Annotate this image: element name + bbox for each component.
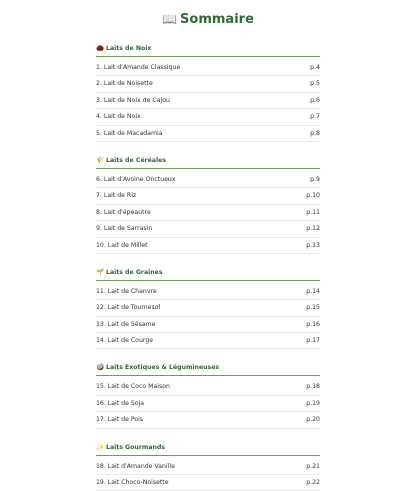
- toc-entry[interactable]: [96, 221, 320, 237]
- toc-entry-label: 10. Lait de Millet: [96, 241, 148, 249]
- toc-entry-label: 18. Lait d'Amande Vanille: [96, 462, 175, 470]
- toc-entry-page: p.6: [310, 96, 320, 104]
- toc-section: [96, 355, 320, 434]
- toc-entry-label: 7. Lait de Riz: [96, 192, 137, 200]
- table-of-contents: [96, 36, 320, 491]
- section-heading: [96, 148, 320, 168]
- toc-section: [96, 36, 320, 148]
- toc-entry-label: 15. Lait de Coco Maison: [96, 383, 170, 391]
- toc-entry[interactable]: [96, 396, 320, 412]
- section-heading: [96, 36, 320, 56]
- toc-entry-label: 14. Lait de Courge: [96, 337, 154, 345]
- toc-entry-label: 3. Lait de Noix de Cajou: [96, 96, 170, 104]
- toc-entry[interactable]: [96, 172, 320, 188]
- toc-entry[interactable]: [96, 238, 320, 254]
- toc-entry-page: p.15: [306, 304, 320, 312]
- toc-entry-label: 6. Lait d'Avoine Onctueux: [96, 175, 176, 183]
- sparkle-icon: ✨: [96, 442, 105, 451]
- toc-entry-page: p.7: [310, 113, 320, 121]
- section-heading-label: Laits Exotiques & Légumineuses: [106, 364, 220, 372]
- toc-entry-page: p.5: [310, 80, 320, 88]
- section-heading: [96, 260, 320, 280]
- section-heading-label: Laits de Céréales: [106, 156, 166, 164]
- toc-entry-label: 9. Lait de Sarrasin: [96, 225, 153, 233]
- toc-entry-label: 5. Lait de Macadamia: [96, 129, 163, 137]
- toc-section: [96, 260, 320, 356]
- toc-entry[interactable]: [96, 284, 320, 300]
- toc-entry-label: 2. Lait de Noisette: [96, 80, 153, 88]
- toc-entry-page: p.12: [306, 225, 320, 233]
- toc-entry-page: p.14: [306, 287, 320, 295]
- coconut-icon: 🥥: [96, 363, 105, 372]
- toc-entry-page: p.17: [306, 337, 320, 345]
- nut-icon: 🌰: [96, 44, 105, 52]
- page-title-text: Sommaire: [180, 12, 254, 27]
- toc-entry[interactable]: [96, 188, 320, 204]
- toc-entry[interactable]: [96, 333, 320, 349]
- toc-entry[interactable]: [96, 379, 320, 395]
- toc-entry[interactable]: [96, 60, 320, 76]
- toc-entry-page: p.22: [306, 479, 320, 487]
- toc-entry[interactable]: [96, 205, 320, 221]
- toc-entry[interactable]: [96, 300, 320, 316]
- section-heading-label: Laits Gourmands: [106, 443, 165, 451]
- toc-entry[interactable]: [96, 126, 320, 142]
- sprout-icon: 🌱: [96, 267, 105, 276]
- toc-entry-page: p.11: [306, 208, 320, 216]
- toc-entry-page: p.21: [306, 462, 320, 470]
- open-book-icon: 📖: [162, 12, 178, 26]
- toc-entry[interactable]: [96, 76, 320, 92]
- toc-entry-label: 19. Lait Choco-Noisette: [96, 479, 169, 487]
- toc-section: [96, 435, 320, 491]
- grain-icon: 🌾: [96, 155, 105, 164]
- toc-entry[interactable]: [96, 109, 320, 125]
- toc-entry-page: p.10: [306, 192, 320, 200]
- toc-entry-label: 1. Lait d'Amande Classique: [96, 64, 181, 71]
- toc-entry-page: p.20: [306, 416, 320, 424]
- toc-section: [96, 148, 320, 260]
- toc-entry-label: 4. Lait de Noix: [96, 113, 141, 121]
- toc-entry-page: p.16: [306, 320, 320, 328]
- toc-entry-page: p.9: [310, 175, 320, 183]
- section-heading: [96, 355, 320, 375]
- toc-entry[interactable]: [96, 475, 320, 491]
- toc-entry-page: p.13: [306, 241, 320, 249]
- page-title: [0, 8, 416, 30]
- toc-entry-label: 13. Lait de Sésame: [96, 320, 156, 328]
- toc-entry[interactable]: [96, 93, 320, 109]
- toc-entry-page: p.19: [306, 399, 320, 407]
- section-heading-label: Laits de Noix: [106, 45, 152, 52]
- toc-entry-page: p.8: [310, 129, 320, 137]
- toc-entry-label: 17. Lait de Pois: [96, 416, 144, 424]
- toc-entry[interactable]: [96, 412, 320, 428]
- section-heading: [96, 435, 320, 455]
- toc-entry-label: 12. Lait de Tournesol: [96, 304, 161, 312]
- toc-entry-label: 8. Lait d'épeautre: [96, 208, 151, 216]
- toc-entry-page: p.4: [310, 64, 320, 71]
- toc-entry-label: 11. Lait de Chanvre: [96, 287, 157, 295]
- toc-entry-page: p.18: [306, 383, 320, 391]
- toc-entry-label: 16. Lait de Soja: [96, 399, 145, 407]
- toc-entry[interactable]: [96, 459, 320, 475]
- toc-entry[interactable]: [96, 317, 320, 333]
- section-heading-label: Laits de Graines: [106, 268, 163, 276]
